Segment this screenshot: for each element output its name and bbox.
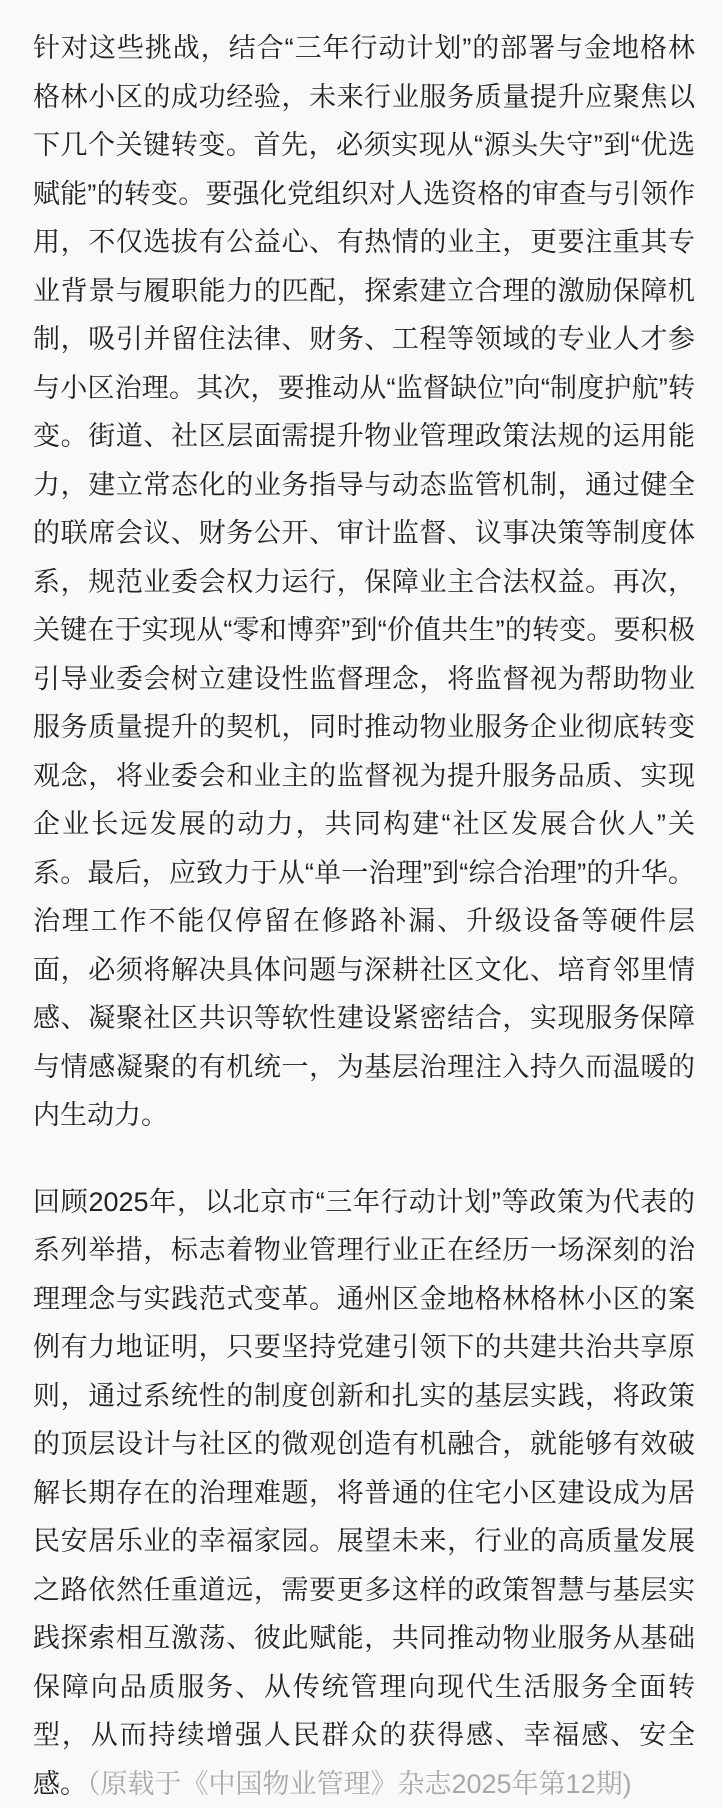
- paragraph-1-text: 针对这些挑战，结合“三年行动计划”的部署与金地格林格林小区的成功经验，未来行业服务质量提升应聚焦以下几个关键转变。首先，必须实现从“源头失守”到“优选赋能”的转变。要强化党组织对人选资格的审查与引领作用，不仅选拔有公益心、有热情的业主，更要注重其专业背景与履职能力的匹配，探索建立合理的激励保障机制，吸引并留住法律、财务、工程等领域的专业人才参与小区治理。其次，要推动从“监督缺位”向“制度护航”转变。街道、社区层面需提升物业管理政策法规的运用能力，建立常态化的业务指导与动态监管机制，通过健全的联席会议、财务公开、审计监督、议事决策等制度体系，规范业委会权力运行，保障业主合法权益。再次，关键在于实现从“零和博弈”到“价值共生”的转变。要积极引导业委会树立建设性监督理念，将监督视为帮助物业服务质量提升的契机，同时推动物业服务企业彻底转变观念，将业委会和业主的监督视为提升服务品质、实现企业长远发展的动力，共同构建“社区发展合伙人”关系。最后，应致力于从“单一治理”到“综合治理”的升华。治理工作不能仅停留在修路补漏、升级设备等硬件层面，必须将解决具体问题与深耕社区文化、培育邻里情感、凝聚社区共识等软性建设紧密结合，实现服务保障与情感凝聚的有机统一，为基层治理注入持久而温暖的内生动力。: [33, 33, 695, 1130]
- source-citation: （原载于《中国物业管理》杂志2025年第12期): [87, 1769, 632, 1799]
- paragraph-2-text: 回顾2025年，以北京市“三年行动计划”等政策为代表的系列举措，标志着物业管理行业正在经历一场深刻的治理理念与实践范式变革。通州区金地格林格林小区的案例有力地证明，只要坚持党建引领下的共建共治共享原则，通过系统性的制度创新和扎实的基层实践，将政策的顶层设计与社区的微观创造有机融合，就能够有效破解长期存在的治理难题，将普通的住宅小区建设成为居民安居乐业的幸福家园。展望未来，行业的高质量发展之路依然任重道远，需要更多这样的政策智慧与基层实践探索相互激荡、彼此赋能，共同推动物业服务从基础保障向品质服务、从传统管理向现代生活服务全面转型，从而持续增强人民群众的获得感、幸福感、安全感。: [33, 1187, 695, 1799]
- paragraph-2: [33, 1178, 695, 1808]
- paragraph-1: [33, 24, 695, 1140]
